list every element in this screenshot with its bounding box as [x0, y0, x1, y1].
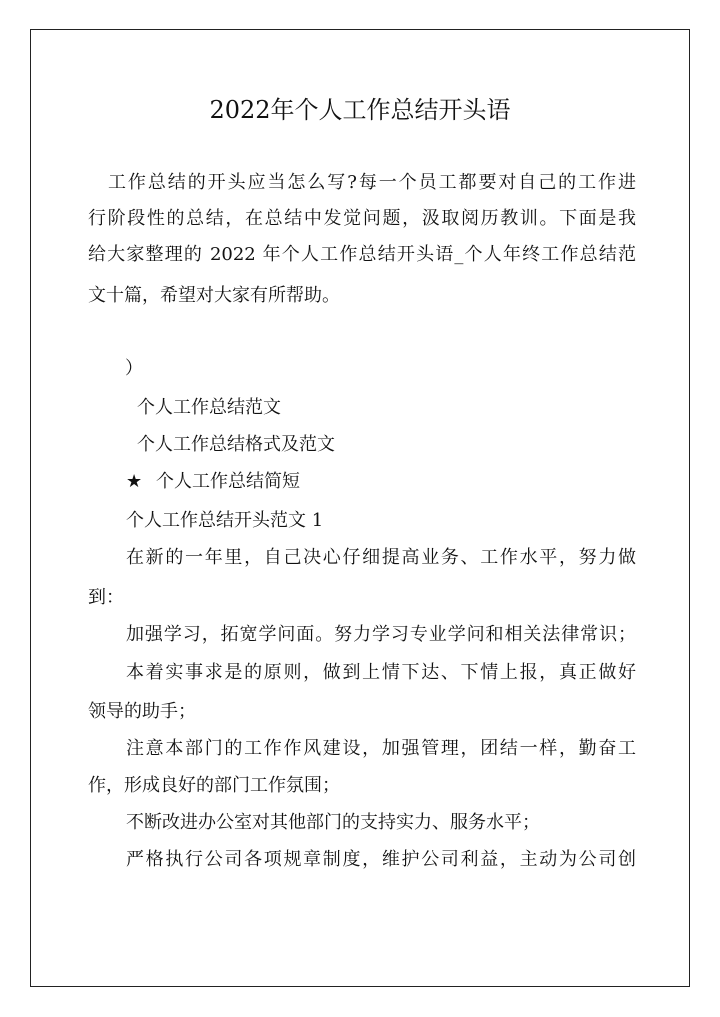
intro-line: 工作总结的开头应当怎么写?每一个员工都要对自己的工作进 — [108, 172, 636, 193]
link-personal-summary-short[interactable] — [126, 470, 674, 494]
link-personal-summary-format[interactable]: 个人工作总结格式及范文 — [137, 434, 335, 455]
body-line: 注意本部门的工作作风建设，加强管理，团结一样，勤奋工 — [126, 738, 636, 759]
body-line: 作，形成良好的部门工作氛围； — [88, 775, 340, 796]
stray-parenthesis: ） — [125, 358, 143, 379]
intro-line: 文十篇，希望对大家有所帮助。 — [88, 285, 340, 306]
body-line: 到： — [88, 587, 124, 608]
body-line: 加强学习，拓宽学问面。努力学习专业学问和相关法律常识； — [126, 624, 636, 645]
body-line: 不断改进办公室对其他部门的支持实力、服务水平； — [126, 812, 540, 833]
link-label: 个人工作总结简短 — [156, 471, 300, 492]
document-title: 2022年个人工作总结开头语 — [209, 96, 511, 124]
body-line: 本着实事求是的原则，做到上情下达、下情上报，真正做好 — [126, 662, 636, 683]
section-title: 个人工作总结开头范文 1 — [126, 510, 324, 531]
link-personal-summary-sample[interactable]: 个人工作总结范文 — [137, 397, 281, 418]
intro-line: 行阶段性的总结，在总结中发觉问题，汲取阅历教训。下面是我 — [88, 208, 636, 229]
body-line: 领导的助手； — [88, 701, 196, 722]
star-icon: ★ — [126, 471, 143, 492]
body-line: 严格执行公司各项规章制度，维护公司利益，主动为公司创 — [126, 849, 636, 870]
body-line: 在新的一年里，自己决心仔细提高业务、工作水平，努力做 — [126, 547, 636, 568]
intro-line: 给大家整理的 2022 年个人工作总结开头语_个人年终工作总结范 — [88, 244, 636, 265]
